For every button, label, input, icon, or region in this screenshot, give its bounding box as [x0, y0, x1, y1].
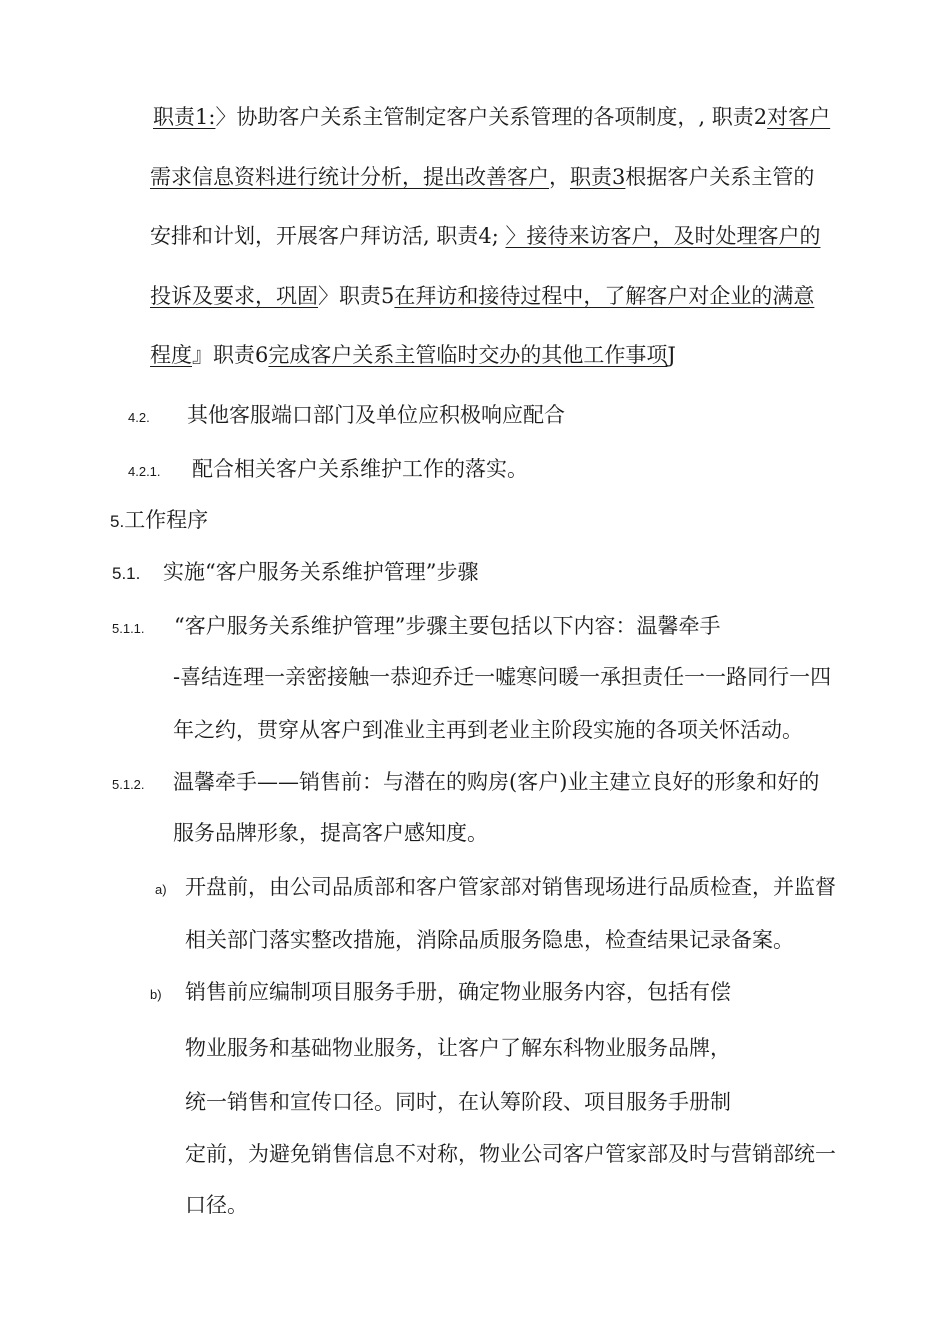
item-b-line-4: 定前，为避免销售信息不对称，物业公司客户管家部及时与营销部统一	[185, 1142, 836, 1166]
section-4-2-1-number: 4.2.1.	[128, 464, 161, 479]
duty-2-text-end: 需求信息资料进行统计分析，提出改善客户	[150, 165, 549, 189]
item-b-line-2: 物业服务和基础物业服务，让客户了解东科物业服务品牌，	[185, 1036, 731, 1060]
section-4-2-number: 4.2.	[128, 410, 150, 425]
section-5-title: 工作程序	[124, 508, 209, 532]
item-a-line-2: 相关部门落实整改措施，消除品质服务隐患，检查结果记录备案。	[185, 928, 794, 952]
duty-line-5	[150, 340, 676, 370]
duty-line-1	[153, 102, 830, 132]
duty-5-label: 〉职责5	[318, 284, 395, 308]
section-5-1-number: 5.1.	[112, 564, 141, 583]
section-5-1-1-line-2: -喜结连理一亲密接触一恭迎乔迁一嘘寒问暖一承担责任一一路同行一四	[173, 665, 832, 689]
section-5-1-title: 实施“客户服务关系维护管理”步骤	[163, 560, 479, 584]
duty-1-text: 〉协助客户关系主管制定客户关系管理的各项制度，, 职责2	[215, 105, 768, 129]
duty-6-text: 完成客户关系主管临时交办的其他工作事项	[268, 343, 668, 367]
duty-line-2	[150, 162, 814, 192]
item-b-line-3: 统一销售和宣传口径。同时，在认筹阶段、项目服务手册制	[185, 1090, 731, 1114]
section-5-1-2-line-2: 服务品牌形象，提高客户感知度。	[173, 821, 488, 845]
item-a-marker: a)	[155, 882, 167, 897]
item-a-line-1: 开盘前，由公司品质部和客户管家部对销售现场进行品质检查，并监督	[185, 875, 836, 899]
section-5-1-1-number: 5.1.1.	[112, 621, 145, 636]
duty-4-text-end: 投诉及要求，巩固	[150, 284, 318, 308]
duty-line-4	[150, 281, 814, 311]
section-4-2-text: 其他客服端口部门及单位应积极响应配合	[187, 403, 565, 427]
duty-4-text-start: 〉接待来访客户，及时处理客户的	[505, 224, 821, 248]
duty-1-label: 职责1:	[153, 105, 216, 129]
section-5-heading	[110, 505, 208, 537]
section-5-1-1-line-1: “客户服务关系维护管理”步骤主要包括以下内容：温馨牵手	[174, 614, 721, 638]
section-5-number: 5.	[110, 512, 125, 531]
section-5-1-2-line-1: 温馨牵手——销售前：与潜在的购房(客户)业主建立良好的形象和好的	[173, 770, 820, 794]
duty-6-end-mark: J	[667, 343, 676, 367]
duty-5-text-end: 程度	[150, 343, 192, 367]
duty-3-text-start: 根据客户关系主管的	[625, 165, 815, 189]
duty-line-3	[150, 221, 820, 251]
duty-line-2-comma: ，	[549, 165, 570, 189]
section-5-1-2-number: 5.1.2.	[112, 777, 145, 792]
section-5-1-1-line-3: 年之约，贯穿从客户到准业主再到老业主阶段实施的各项关怀活动。	[173, 718, 803, 742]
item-b-line-5: 口径。	[185, 1193, 248, 1217]
section-4-2-1-text: 配合相关客户关系维护工作的落实。	[192, 457, 528, 481]
duty-6-label: 』职责6	[192, 343, 269, 367]
duty-3-label: 职责3	[570, 165, 626, 189]
item-b-line-1: 销售前应编制项目服务手册，确定物业服务内容，包括有偿	[185, 980, 731, 1004]
duty-3-text-end: 安排和计划，开展客户拜访活, 职责4;	[150, 224, 499, 248]
duty-2-text-start: 对客户	[767, 105, 831, 129]
duty-5-text-start: 在拜访和接待过程中，了解客户对企业的满意	[394, 284, 815, 308]
item-b-marker: b)	[150, 987, 162, 1002]
